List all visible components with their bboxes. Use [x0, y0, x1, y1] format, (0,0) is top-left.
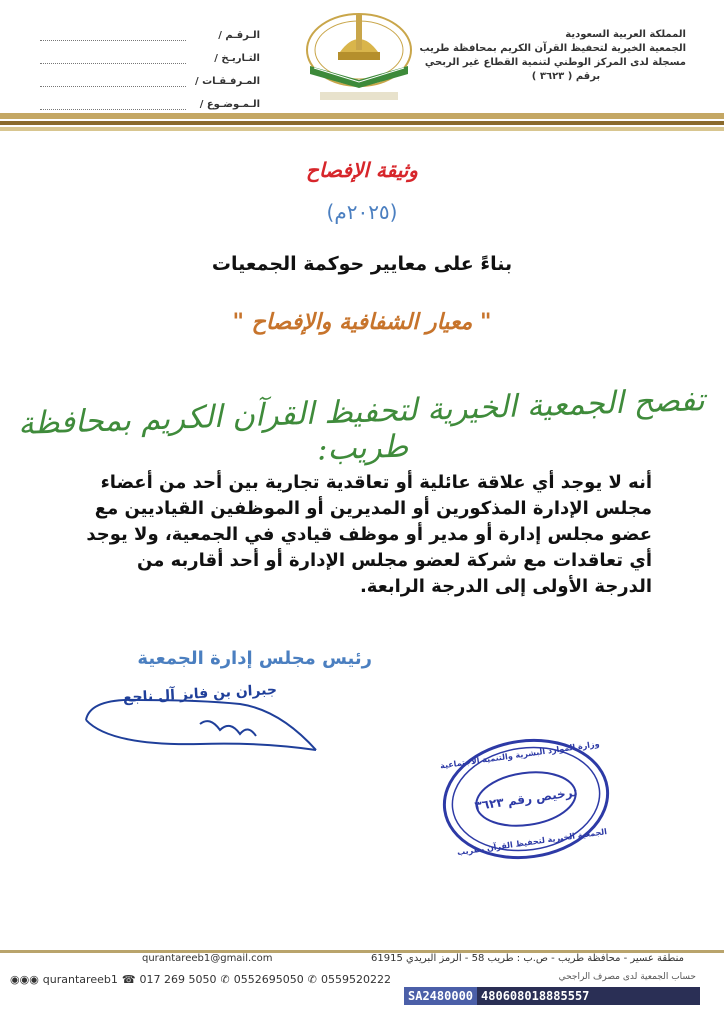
header-stripe-light: [0, 127, 724, 131]
iban-box: [404, 987, 700, 1005]
footer-mobile-1[interactable]: 0552695050: [233, 973, 304, 986]
org-line-4: برقم ( ٣٦٢٣ ): [531, 71, 601, 82]
stamp-bottom-text: الجمعية الخيرية لتحفيظ القرآن بطريب: [456, 827, 608, 858]
quran-logo-icon: [300, 8, 418, 106]
document-year: (٢٠٢٥م): [326, 200, 398, 224]
footer-contacts: [10, 973, 391, 986]
whatsapp-icon: ✆: [307, 973, 317, 986]
field-attachments: [40, 64, 260, 87]
field-attachments-label: المـرفـقـات /: [194, 76, 260, 87]
footer-email[interactable]: qurantareeb1@gmail.com: [142, 953, 273, 964]
official-stamp: [440, 735, 612, 863]
field-date-line: [40, 53, 186, 64]
footer-social-handle[interactable]: qurantareeb1: [42, 973, 118, 986]
field-number: [40, 18, 260, 41]
footer-phone-fixed[interactable]: 017 269 5050: [139, 973, 217, 986]
signer-name: جبران بن فايز آل ناجع: [122, 681, 278, 707]
disclosure-body: أنه لا يوجد أي علاقة عائلية أو تعاقدية تجارية بين أحد من أعضاء مجلس الإدارة المذكورين أو المديرين أو الموظفين القياديين مع عضو مجلس إدارة أو مدير أو موظف قيادي في الجمعية، ولا يوجد أي تعاقدات مع شركة لعضو مجلس الإدارة أو أحد أقاربه من الدرجة الأولى إلى الدرجة الرابعة.: [86, 472, 652, 597]
reference-fields: [40, 18, 260, 110]
stamp-top-text: وزارة الموارد البشرية والتنمية الاجتماعية: [440, 739, 601, 771]
header-stripe-brown: [0, 121, 724, 125]
social-icons[interactable]: ◉◉◉: [10, 973, 39, 986]
org-line-1: المملكة العربية السعودية: [565, 29, 686, 40]
field-attachments-line: [40, 76, 186, 87]
header-stripe-gold: [0, 113, 724, 119]
field-subject-line: [40, 99, 186, 110]
signature-title: رئيس مجلس إدارة الجمعية: [137, 648, 372, 669]
iban-number: 480608018885557: [477, 987, 700, 1005]
field-date-label: التـاريـخ /: [214, 53, 260, 64]
field-subject: [40, 87, 260, 110]
based-on-heading: بناءً على معايير حوكمة الجمعيات: [211, 253, 513, 275]
field-number-line: [40, 30, 186, 41]
field-date: [40, 41, 260, 64]
bank-label: حساب الجمعية لدى مصرف الراجحي: [558, 972, 696, 982]
org-header: [386, 28, 686, 84]
standard-heading: " معيار الشفافية والإفصاح ": [232, 310, 492, 335]
org-line-3: مسجلة لدى المركز الوطني لتنمية القطاع غير الربحي: [424, 57, 686, 68]
iban-prefix: SA2480000: [404, 987, 477, 1005]
phone-icon: ☎: [121, 973, 136, 986]
footer-mobile-2[interactable]: 0559520222: [320, 973, 391, 986]
org-line-2: الجمعية الخيرية لتحفيظ القرآن الكريم بمحافظة طريب: [419, 43, 686, 54]
stamp-center-text: ترخيص رقم ٣٦٢٣: [473, 784, 579, 814]
document-title: وثيقة الإفصاح: [306, 158, 418, 182]
field-number-label: الـرقـم /: [218, 30, 260, 41]
mobile-icon: ✆: [220, 973, 230, 986]
field-subject-label: الـمـوضـوع /: [199, 99, 260, 110]
footer-address: منطقة عسير - محافظة طريب - ص.ب : طريب 58 - الرمز البريدي 61915: [371, 953, 684, 964]
declarer-heading: تفصح الجمعية الخيرية لتحفيظ القرآن الكريم بمحافظة طريب:: [17, 382, 706, 468]
